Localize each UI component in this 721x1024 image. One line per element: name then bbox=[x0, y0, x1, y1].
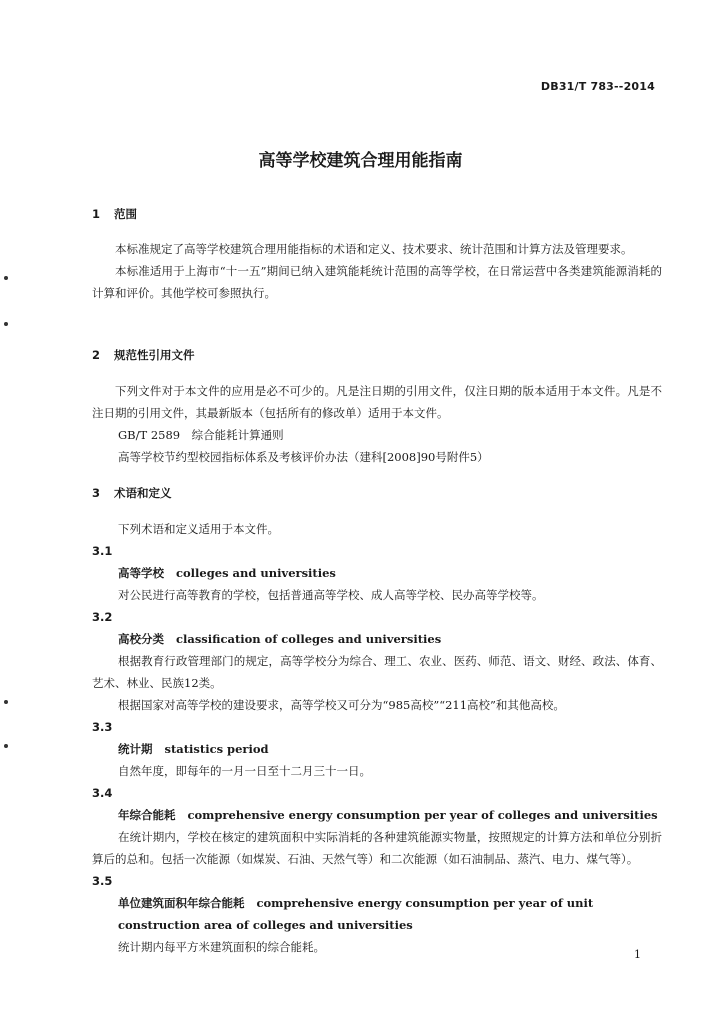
section-normative-references bbox=[92, 344, 662, 366]
term-3-2 bbox=[92, 606, 662, 716]
term-en: statistics period bbox=[164, 742, 269, 756]
term-number: 3.3 bbox=[92, 720, 113, 734]
section-heading bbox=[92, 482, 662, 504]
term-definition: 在统计期内，学校在核定的建筑面积中实际消耗的各种建筑能源实物量，按照规定的计算方法和单位分别折算后的总和。包括一次能源（如煤炭、石油、天然气等）和二次能源（如石油制品、蒸汽、电力、煤气等）。 bbox=[92, 830, 662, 866]
section-heading bbox=[92, 344, 662, 366]
document-title: 高等学校建筑合理用能指南 bbox=[258, 151, 463, 171]
section-title: 范围 bbox=[114, 207, 137, 221]
paragraph: 本标准适用于上海市“十一五”期间已纳入建筑能耗统计范围的高等学校，在日常运营中各类建筑能源消耗的计算和评价。其他学校可参照执行。 bbox=[92, 264, 662, 300]
term-name bbox=[92, 892, 662, 936]
reference-item: GB/T 2589 综合能耗计算通则 bbox=[118, 428, 284, 442]
section-terms-body bbox=[92, 518, 662, 958]
scan-mark bbox=[4, 322, 8, 326]
term-definition: 统计期内每平方米建筑面积的综合能耗。 bbox=[118, 940, 325, 954]
term-3-3 bbox=[92, 716, 662, 782]
document-code: DB31/T 783--2014 bbox=[540, 80, 655, 93]
section-number: 2 bbox=[92, 348, 101, 362]
section-heading bbox=[92, 203, 662, 225]
term-3-4 bbox=[92, 782, 662, 870]
term-zh: 单位建筑面积年综合能耗 bbox=[118, 896, 245, 910]
term-number: 3.2 bbox=[92, 610, 113, 624]
page-number: 1 bbox=[634, 948, 641, 961]
term-en: comprehensive energy consumption per year of colleges and universities bbox=[187, 808, 658, 822]
term-name bbox=[92, 804, 662, 826]
section-title: 规范性引用文件 bbox=[114, 348, 195, 362]
paragraph: 本标准规定了高等学校建筑合理用能指标的术语和定义、技术要求、统计范围和计算方法及管理要求。 bbox=[115, 242, 633, 256]
term-zh: 统计期 bbox=[118, 742, 153, 756]
term-zh: 高等学校 bbox=[118, 566, 164, 580]
section-number: 1 bbox=[92, 207, 101, 221]
term-number: 3.5 bbox=[92, 874, 113, 888]
section-scope-body bbox=[92, 238, 662, 304]
section-scope bbox=[92, 203, 662, 225]
section-terms bbox=[92, 482, 662, 504]
term-zh: 年综合能耗 bbox=[118, 808, 176, 822]
section-references-body bbox=[92, 380, 662, 468]
section-number: 3 bbox=[92, 486, 101, 500]
term-3-5 bbox=[92, 870, 662, 958]
term-name bbox=[92, 628, 662, 650]
section-title: 术语和定义 bbox=[114, 486, 172, 500]
scan-mark bbox=[4, 700, 8, 704]
term-zh: 高校分类 bbox=[118, 632, 164, 646]
term-name bbox=[92, 562, 662, 584]
term-3-1 bbox=[92, 540, 662, 606]
term-name bbox=[92, 738, 662, 760]
term-en: comprehensive energy consumption per year of unit construction area of colleges and universities bbox=[118, 896, 594, 932]
term-definition-note: 根据国家对高等学校的建设要求，高等学校又可分为“985高校”“211高校”和其他高校。 bbox=[118, 698, 565, 712]
term-definition: 自然年度，即每年的一月一日至十二月三十一日。 bbox=[118, 764, 371, 778]
paragraph: 下列术语和定义适用于本文件。 bbox=[118, 522, 279, 536]
term-definition: 对公民进行高等教育的学校，包括普通高等学校、成人高等学校、民办高等学校等。 bbox=[118, 588, 544, 602]
scan-mark bbox=[4, 276, 8, 280]
term-number: 3.4 bbox=[92, 786, 113, 800]
term-en: classification of colleges and universities bbox=[176, 632, 442, 646]
term-definition: 根据教育行政管理部门的规定，高等学校分为综合、理工、农业、医药、师范、语文、财经、政法、体育、艺术、林业、民族12类。 bbox=[92, 654, 662, 690]
term-en: colleges and universities bbox=[176, 566, 336, 580]
paragraph: 下列文件对于本文件的应用是必不可少的。凡是注日期的引用文件，仅注日期的版本适用于本文件。凡是不注日期的引用文件，其最新版本（包括所有的修改单）适用于本文件。 bbox=[92, 384, 662, 420]
term-number: 3.1 bbox=[92, 544, 113, 558]
reference-item: 高等学校节约型校园指标体系及考核评价办法（建科[2008]90号附件5） bbox=[118, 450, 489, 464]
scan-mark bbox=[4, 744, 8, 748]
